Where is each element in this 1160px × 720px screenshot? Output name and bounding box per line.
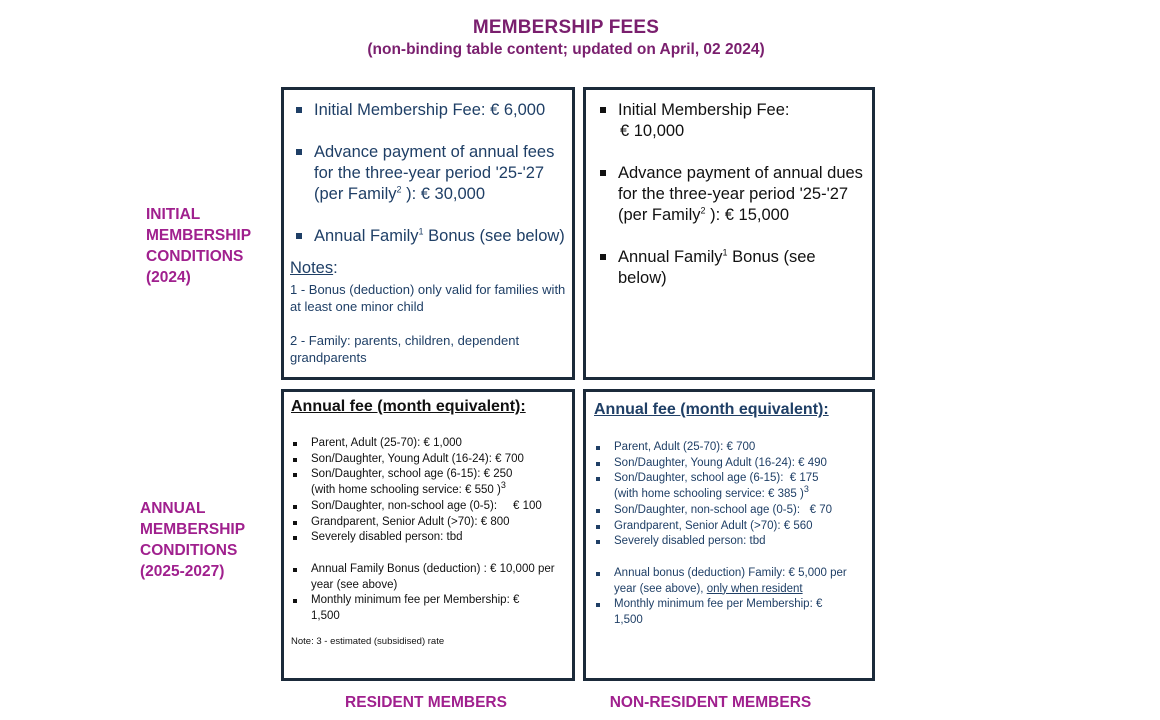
- row-label-line: ANNUAL: [140, 500, 206, 517]
- list-item: Severely disabled person: tbd: [291, 530, 565, 546]
- list-item: Son/Daughter, Young Adult (16-24): € 700: [291, 452, 565, 468]
- initial-fee: Initial Membership Fee:: [618, 101, 790, 119]
- advance-amount: ): € 30,000: [401, 185, 486, 203]
- list-item: [291, 467, 565, 498]
- bonus-text: Annual bonus (deduction) Family: € 5,000 per year (see above),: [614, 566, 847, 595]
- list-item: Son/Daughter, Young Adult (16-24): € 490: [594, 456, 866, 472]
- advance-amount: ): € 15,000: [705, 206, 790, 224]
- annual-resident-box: [281, 389, 575, 681]
- footnote-ref: 3: [500, 480, 506, 491]
- annual-resident-list: [291, 436, 565, 546]
- column-label-non-resident: NON-RESIDENT MEMBERS: [609, 694, 812, 711]
- advance-line: [618, 205, 866, 226]
- footnote-ref: 2: [700, 205, 706, 216]
- advance-line: [314, 184, 566, 205]
- list-item: Parent, Adult (25-70): € 1,000: [291, 436, 565, 452]
- initial-fee-amount: € 10,000: [620, 122, 685, 140]
- initial-resident-list: [290, 100, 566, 247]
- list-item: Son/Daughter, non-school age (0-5): € 100: [291, 499, 565, 515]
- footnote-ref: 1: [722, 247, 728, 258]
- notes-colon: :: [333, 259, 338, 277]
- row-label-line: (2024): [146, 269, 191, 286]
- footnote-3: Note: 3 - estimated (subsidised) rate: [291, 635, 445, 647]
- list-item: [594, 566, 866, 597]
- note-1: 1 - Bonus (deduction) only valid for families with at least one minor child: [290, 282, 566, 314]
- initial-fee: Initial Membership Fee: € 6,000: [314, 101, 546, 119]
- notes-heading: [290, 258, 566, 279]
- row-label-line: (2025-2027): [140, 563, 225, 580]
- home-schooling: [311, 480, 565, 499]
- list-item: [290, 226, 566, 247]
- footnote-ref: 1: [418, 226, 424, 237]
- row-label-line: INITIAL: [146, 206, 201, 223]
- initial-non-resident-list: [594, 100, 866, 289]
- list-item: Annual Family Bonus (deduction) : € 10,000 per year (see above): [291, 562, 565, 593]
- initial-non-resident-box: [583, 87, 875, 380]
- list-item: Grandparent, Senior Adult (>70): € 560: [594, 519, 866, 535]
- row-label-initial: [146, 204, 251, 288]
- list-item: Grandparent, Senior Adult (>70): € 800: [291, 515, 565, 531]
- advance-text: (per Family: [618, 206, 701, 224]
- bonus-text: Annual Family: [314, 227, 419, 245]
- bonus-text: Bonus (see below): [423, 227, 565, 245]
- list-item: [594, 471, 866, 502]
- note-2: 2 - Family: parents, children, dependent grandparents: [290, 333, 520, 365]
- advance-line: Advance payment of annual fees: [314, 143, 555, 161]
- annual-non-resident-extra: [594, 566, 866, 629]
- annual-non-resident-box: [583, 389, 875, 681]
- row-label-line: CONDITIONS: [146, 248, 244, 265]
- item-text: Son/Daughter, school age (6-15): € 175: [614, 472, 819, 485]
- advance-line: for the three-year period '25-'27: [314, 164, 545, 182]
- item-text: Son/Daughter, school age (6-15): € 250: [311, 468, 513, 481]
- list-item: Severely disabled person: tbd: [594, 534, 866, 550]
- notes-label: Notes: [290, 259, 334, 277]
- home-schooling: [614, 484, 866, 503]
- page-title: MEMBERSHIP FEES: [472, 17, 660, 38]
- list-item: [290, 100, 566, 121]
- annual-fee-heading: Annual fee (month equivalent):: [291, 398, 526, 415]
- annual-non-resident-list: [594, 440, 866, 550]
- footnote-ref: 2: [396, 184, 402, 195]
- row-label-annual: [140, 498, 245, 582]
- row-label-line: MEMBERSHIP: [140, 521, 246, 538]
- home-schooling-text: (with home schooling service: € 550 ): [311, 484, 501, 497]
- initial-resident-box: [281, 87, 575, 380]
- list-item: [594, 100, 866, 142]
- list-item: Parent, Adult (25-70): € 700: [594, 440, 866, 456]
- bonus-text: Bonus (see below): [618, 248, 816, 287]
- advance-line: for the three-year period '25-'27: [618, 185, 849, 203]
- home-schooling-text: (with home schooling service: € 385 ): [614, 488, 804, 501]
- row-label-line: CONDITIONS: [140, 542, 238, 559]
- list-item: [594, 163, 866, 226]
- advance-text: (per Family: [314, 185, 397, 203]
- page-subtitle: (non-binding table content; updated on April, 02 2024): [367, 41, 765, 58]
- list-item: Monthly minimum fee per Membership: € 1,500: [594, 597, 866, 628]
- list-item: Son/Daughter, non-school age (0-5): € 70: [594, 503, 866, 519]
- column-label-resident: RESIDENT MEMBERS: [345, 694, 507, 711]
- footnote-ref: 3: [803, 484, 809, 495]
- list-item: [290, 142, 566, 205]
- bonus-condition: only when resident: [706, 582, 803, 595]
- row-label-line: MEMBERSHIP: [146, 227, 252, 244]
- annual-resident-extra: [291, 562, 565, 625]
- advance-line: Advance payment of annual dues: [618, 164, 863, 182]
- list-item: [594, 247, 866, 289]
- list-item: Monthly minimum fee per Membership: € 1,500: [291, 593, 565, 624]
- bonus-text: Annual Family: [618, 248, 723, 266]
- annual-fee-heading: Annual fee (month equivalent):: [594, 401, 829, 418]
